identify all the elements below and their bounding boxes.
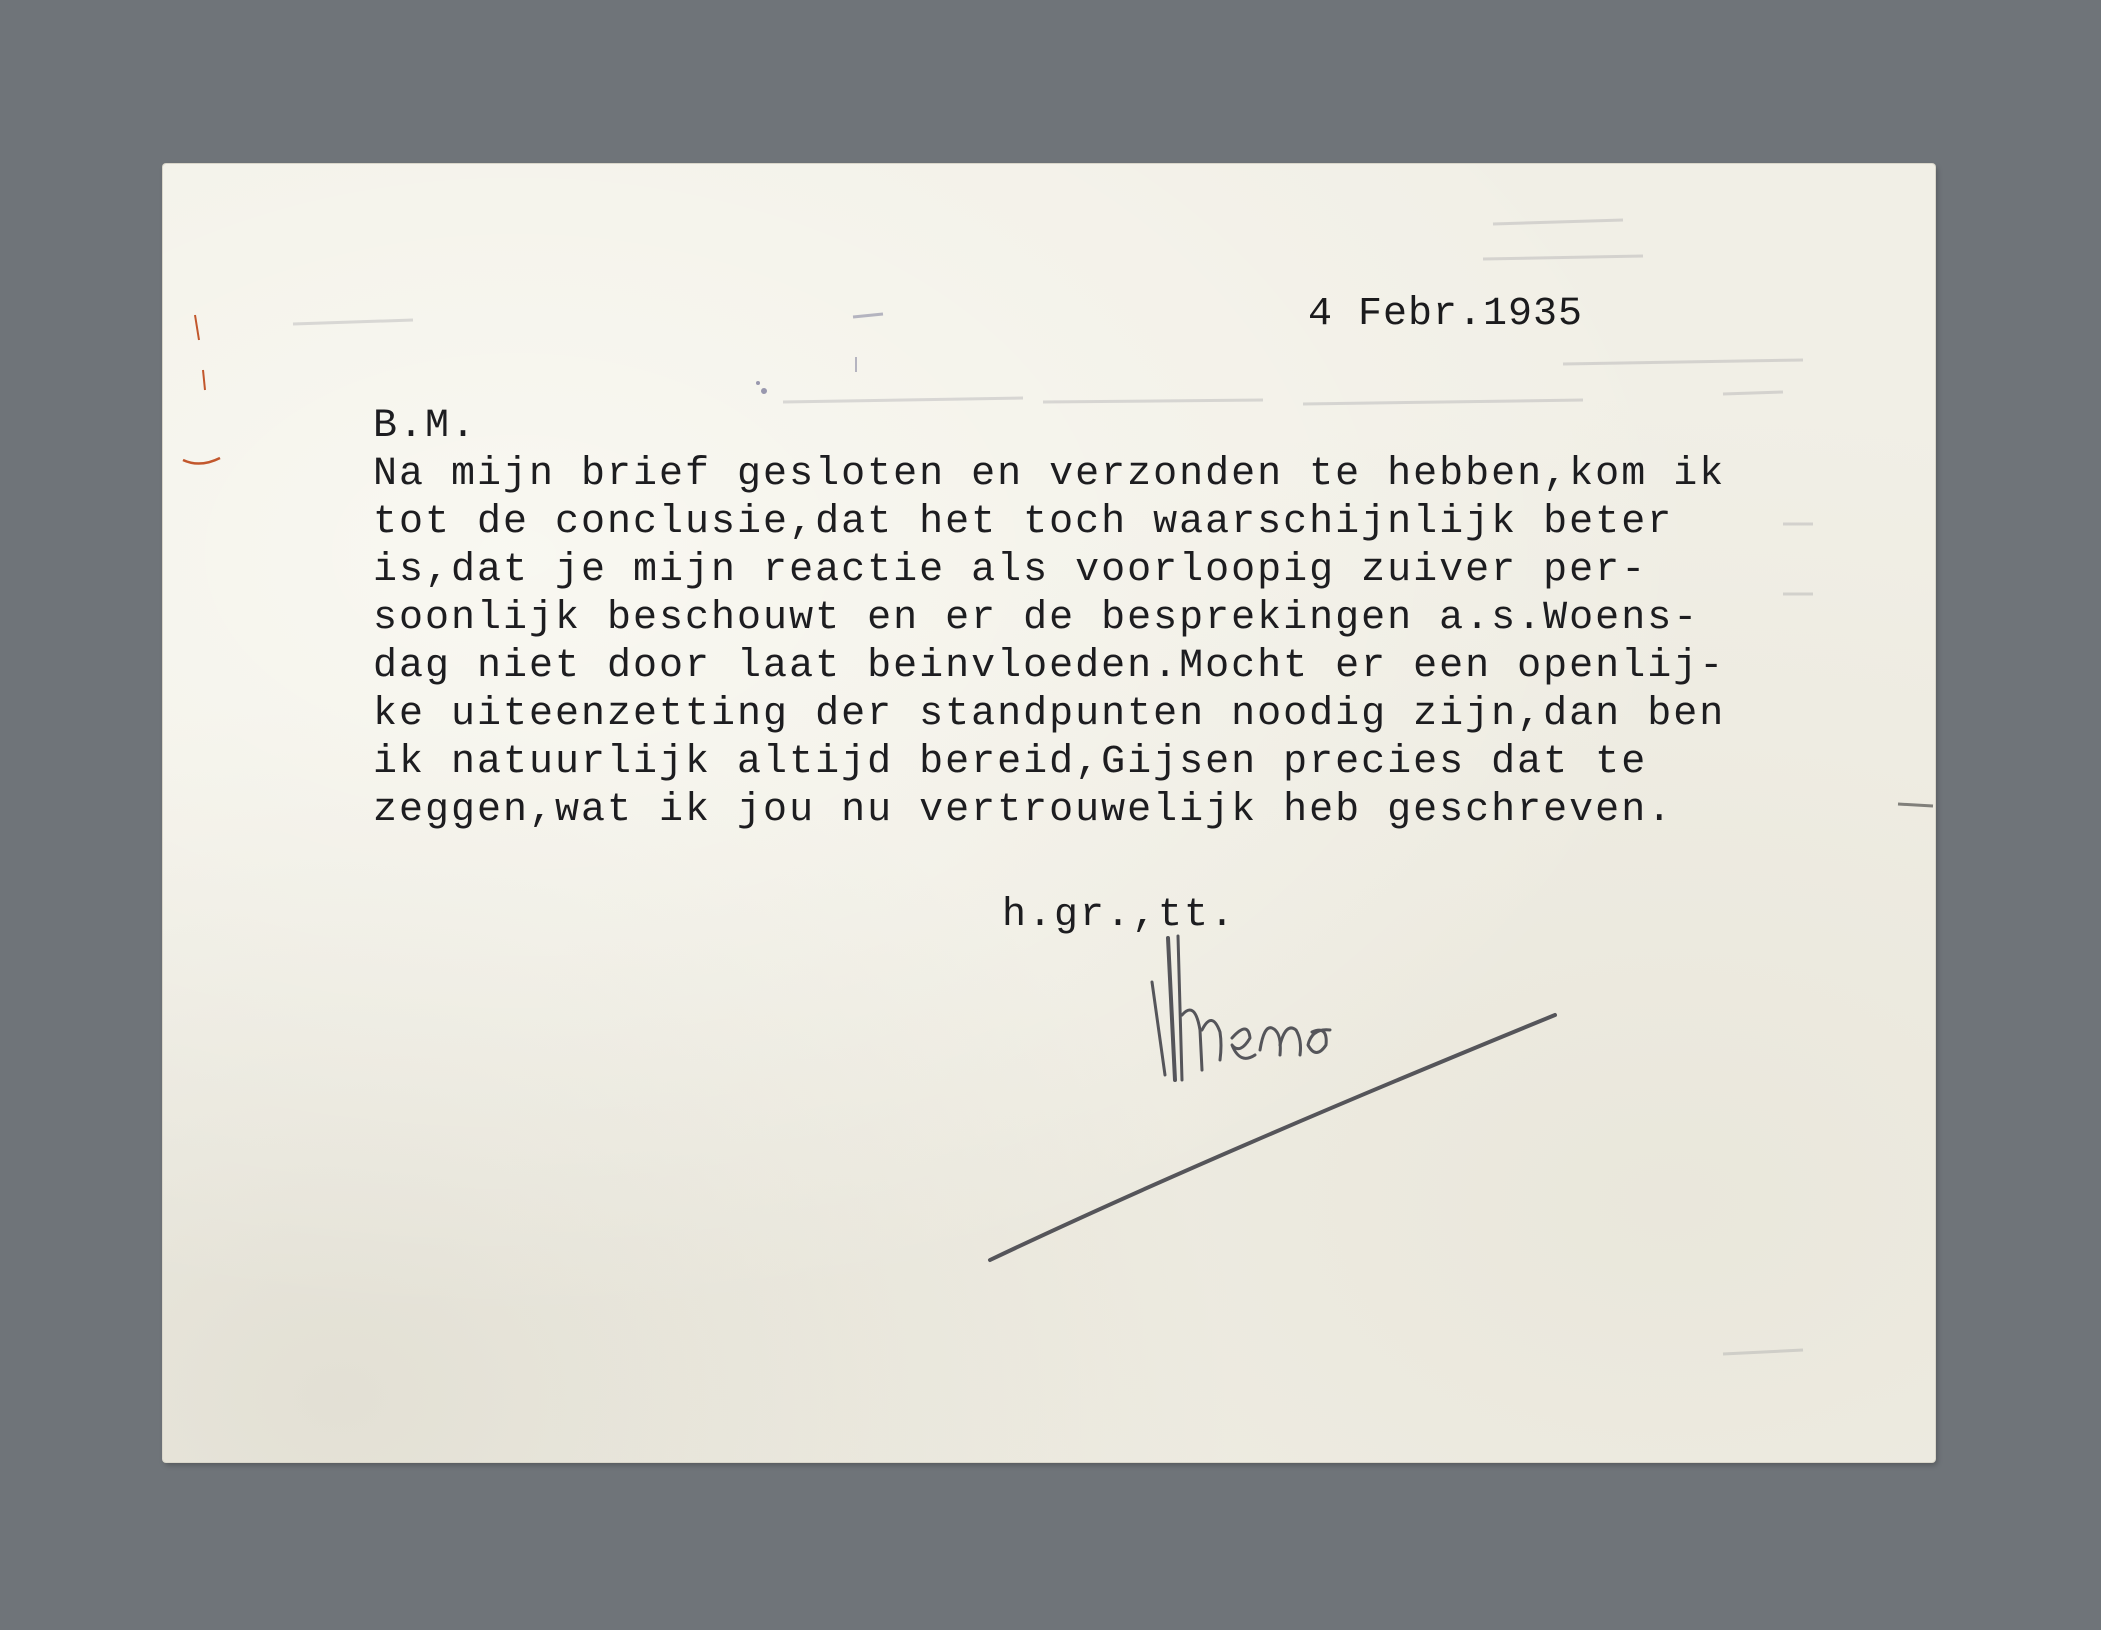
body-line: dag niet door laat beinvloeden.Mocht er een openlij- [373, 644, 1726, 689]
body-line: soonlijk beschouwt en er de besprekingen a.s.Woens- [373, 596, 1700, 641]
body-line: is,dat je mijn reactie als voorloopig zuiver per- [373, 548, 1648, 593]
body-line: ik natuurlijk altijd bereid,Gijsen precies dat te [373, 740, 1648, 785]
body-line: zeggen,wat ik jou nu vertrouwelijk heb geschreven. [373, 788, 1674, 833]
letter-body [373, 403, 1725, 835]
letter-date: 4 Febr.1935 [1308, 292, 1584, 337]
body-line: ke uiteenzetting der standpunten noodig zijn,dan ben [373, 692, 1726, 737]
closing-formula: h.gr.,tt. [1002, 893, 1237, 938]
salutation: B.M. [373, 404, 478, 449]
body-line: tot de conclusie,dat het toch waarschijnlijk beter [373, 500, 1674, 545]
handwritten-signature [950, 920, 1600, 1270]
body-line: Na mijn brief gesloten en verzonden te hebben,kom ik [373, 452, 1726, 497]
